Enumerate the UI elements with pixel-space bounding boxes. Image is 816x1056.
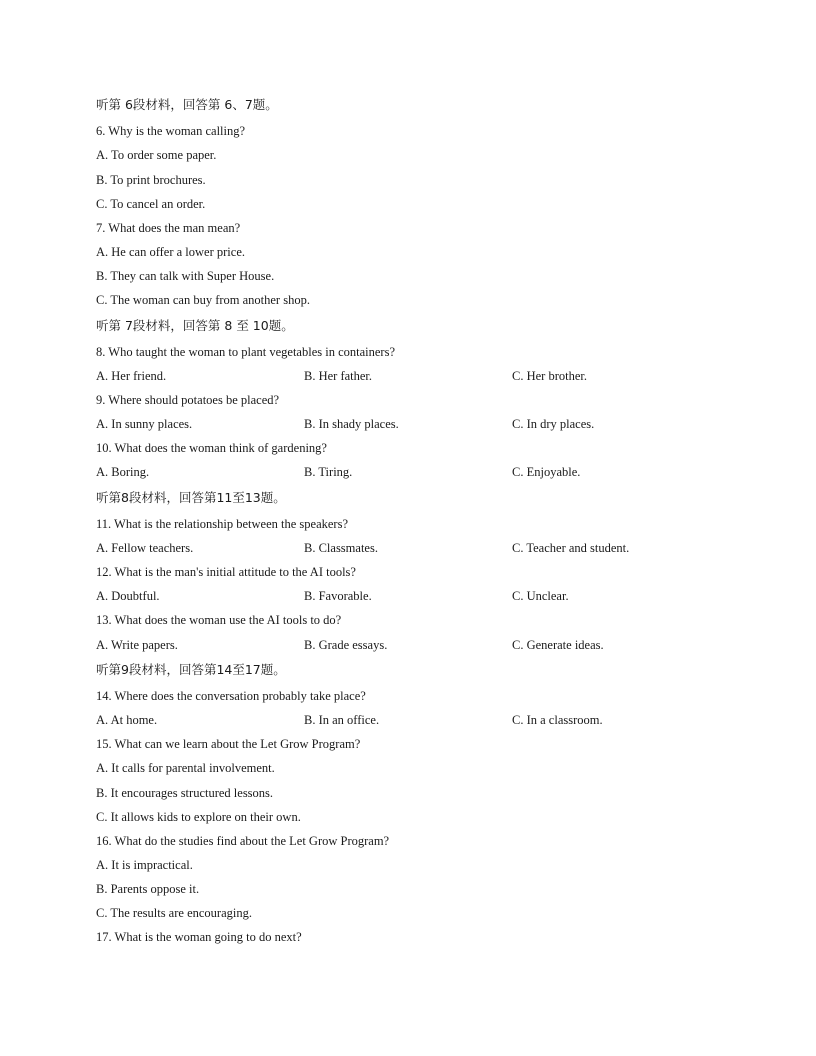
question-9-option-c: C. In dry places. [512,417,595,431]
question-11-option-a: A. Fellow teachers. [96,541,194,555]
question-15-option-c: C. It allows kids to explore on their own. [96,810,301,824]
question-12-stem: 12. What is the man's initial attitude to the AI tools? [96,565,356,579]
question-9-option-a: A. In sunny places. [96,417,193,431]
question-7-stem: 7. What does the man mean? [96,221,241,235]
question-7-option-c: C. The woman can buy from another shop. [96,293,310,307]
question-10-stem: 10. What does the woman think of gardening? [96,441,327,455]
question-10-option-c: C. Enjoyable. [512,465,581,479]
question-9-stem: 9. Where should potatoes be placed? [96,393,280,407]
question-15-option-b: B. It encourages structured lessons. [96,786,274,800]
question-11-stem: 11. What is the relationship between the speakers? [96,517,349,531]
question-12-option-b: B. Favorable. [304,589,372,603]
question-15-option-a: A. It calls for parental involvement. [96,761,275,775]
question-15-stem: 15. What can we learn about the Let Grow Program? [96,737,361,751]
question-14-option-c: C. In a classroom. [512,713,603,727]
question-16-option-c: C. The results are encouraging. [96,906,252,920]
question-13-option-b: B. Grade essays. [304,638,388,652]
question-14-option-b: B. In an office. [304,713,380,727]
question-8-option-a: A. Her friend. [96,369,167,383]
question-13-option-a: A. Write papers. [96,638,178,652]
question-7-option-a: A. He can offer a lower price. [96,245,245,259]
question-16-option-b: B. Parents oppose it. [96,882,200,896]
section-heading-7: 听第 7段材料，回答第 8 至 10题。 [96,318,294,333]
question-14-option-a: A. At home. [96,713,158,727]
question-12-option-c: C. Unclear. [512,589,569,603]
question-16-stem: 16. What do the studies find about the Let Grow Program? [96,834,390,848]
question-16-option-a: A. It is impractical. [96,858,193,872]
question-10-option-b: B. Tiring. [304,465,353,479]
question-17-stem: 17. What is the woman going to do next? [96,930,302,944]
question-8-option-c: C. Her brother. [512,369,587,383]
question-6-option-a: A. To order some paper. [96,148,217,162]
question-7-option-b: B. They can talk with Super House. [96,269,275,283]
question-9-option-b: B. In shady places. [304,417,399,431]
question-8-option-b: B. Her father. [304,369,373,383]
question-12-option-a: A. Doubtful. [96,589,160,603]
question-6-option-b: B. To print brochures. [96,173,206,187]
question-13-option-c: C. Generate ideas. [512,638,604,652]
section-heading-9: 听第9段材料，回答第14至17题。 [96,662,286,677]
question-14-stem: 14. Where does the conversation probably take place? [96,689,366,703]
question-13-stem: 13. What does the woman use the AI tools to do? [96,613,342,627]
section-heading-6: 听第 6段材料，回答第 6、7题。 [96,97,278,112]
question-6-stem: 6. Why is the woman calling? [96,124,246,138]
question-10-option-a: A. Boring. [96,465,150,479]
section-heading-8: 听第8段材料，回答第11至13题。 [96,490,286,505]
question-8-stem: 8. Who taught the woman to plant vegetables in containers? [96,345,395,359]
question-11-option-c: C. Teacher and student. [512,541,630,555]
question-11-option-b: B. Classmates. [304,541,378,555]
question-6-option-c: C. To cancel an order. [96,197,206,211]
